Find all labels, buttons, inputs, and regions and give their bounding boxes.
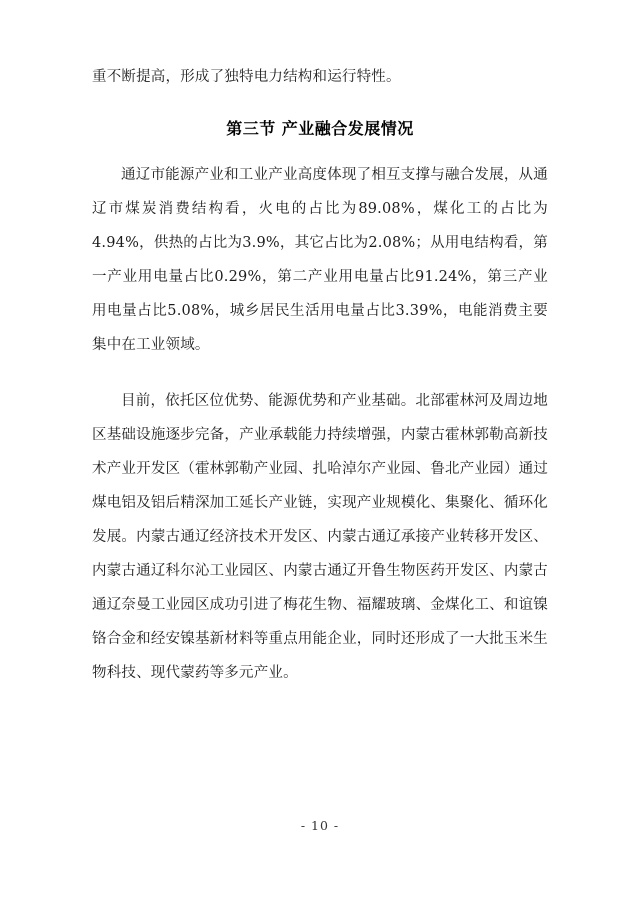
paragraph-2: 目前，依托区位优势、能源优势和产业基础。北部霍林河及周边地区基础设施逐步完备，产业承载能力持续增强，内蒙古霍林郭勒高新技术产业开发区（霍林郭勒产业园、扎哈淖尔产业园、鲁北产业园）通过煤电铝及铝后精深加工延长产业链，实现产业规模化、集聚化、循环化发展。内蒙古通辽经济技术开发区、内蒙古通辽承接产业转移开发区、内蒙古通辽科尔沁工业园区、内蒙古通辽开鲁生物医药开发区、内蒙古通辽奈曼工业园区成功引进了梅花生物、福耀玻璃、金煤化工、和谊镍铬合金和经安镍基新材料等重点用能企业，同时还形成了一大批玉米生物科技、现代蒙药等多元产业。 xyxy=(92,393,548,681)
continued-paragraph: 重不断提高，形成了独特电力结构和运行特性。 xyxy=(92,69,401,85)
section-title: 第三节 产业融合发展情况 xyxy=(226,119,414,138)
page-number: - 10 - xyxy=(300,818,340,833)
paragraph-1: 通辽市能源产业和工业产业高度体现了相互支撑与融合发展，从通辽市煤炭消费结构看，火电的占比为89.08%，煤化工的占比为4.94%，供热的占比为3.9%，其它占比为2.08%；从用电结构看，第一产业用电量占比0.29%，第二产业用电量占比91.24%，第三产业用电量占比5.08%，城乡居民生活用电量占比3.39%，电能消费主要集中在工业领域。 xyxy=(92,167,548,353)
page-content xyxy=(92,60,548,690)
